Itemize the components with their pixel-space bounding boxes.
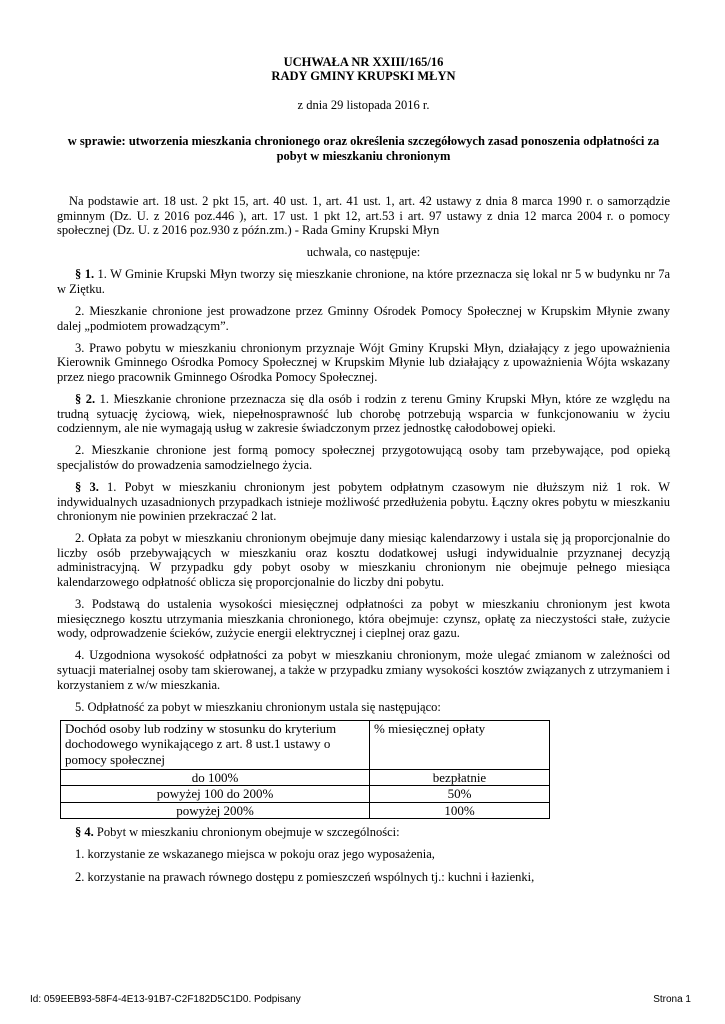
paragraph-text: 1. Mieszkanie chronione przeznacza się dla osób i rodzin z terenu Gminy Krupski Młyn, które ze względu na trudną sytuację życiową, wiek, niepełnosprawność lub chorobę potrzebują wsparcia w funkcjonowaniu w życiu codziennym, ale nie wymagają usług w zakresie świadczonym przez jednostkę całodobowej opieki. — [57, 392, 670, 436]
fee-cell: bezpłatnie — [370, 769, 550, 786]
fee-table — [60, 720, 550, 820]
issuing-body: RADY GMINY KRUPSKI MŁYN — [271, 69, 456, 83]
section-3-para-1 — [57, 480, 670, 524]
document-title: UCHWAŁA NR XXIII/165/16 — [283, 55, 444, 69]
section-mark: § 2. — [75, 392, 96, 407]
section-3-para-5: 5. Odpłatność za pobyt w mieszkaniu chronionym ustala się następująco: — [75, 699, 441, 714]
section-mark: § 4. — [75, 825, 94, 840]
section-2-para-1 — [57, 392, 670, 436]
resolves-line: uchwala, co następuje: — [306, 245, 421, 260]
section-1-para-2: 2. Mieszkanie chronione jest prowadzone przez Gminny Ośrodek Pomocy Społecznej w Krupskim Młynie zwany dalej „podmiotem prowadzącym”. — [57, 304, 670, 333]
section-1-para-1 — [57, 267, 670, 296]
fee-cell: 50% — [370, 786, 550, 803]
paragraph-text: Pobyt w mieszkaniu chronionym obejmuje w szczególności: — [93, 825, 400, 840]
table-row — [61, 786, 550, 803]
preamble: Na podstawie art. 18 ust. 2 pkt 15, art. 40 ust. 1, art. 41 ust. 1, art. 42 ustawy z dnia 8 marca 1990 r. o samorządzie gminnym (Dz. U. z 2016 poz.446 ), art. 17 ust. 1 pkt 12, art.53 i art. 97 ustawy z dnia 12 marca 2004 r. o pomocy społecznej (Dz. U. z 2016 poz.930 z późn.zm.) - Rada Gminy Krupski Młyn — [57, 194, 670, 238]
table-row — [61, 769, 550, 786]
paragraph-text: 1. W Gminie Krupski Młyn tworzy się mieszkanie chronione, na które przeznacza się lokal nr 5 w budynku nr 7a w Ziętku. — [57, 267, 670, 296]
section-3-para-3: 3. Podstawą do ustalenia wysokości miesięcznej odpłatności za pobyt w mieszkaniu chronionym jest kwota miesięcznego kosztu utrzymania mieszkania chronionego, która obejmuje: czynsz, opłatę za nieczystości stałe, zużycie wody, odprowadzenie ścieków, zużycie energii elektrycznej i cieplnej oraz gazu. — [57, 597, 670, 641]
document-date: z dnia 29 listopada 2016 r. — [297, 98, 430, 112]
section-3-para-2: 2. Opłata za pobyt w mieszkaniu chronionym obejmuje dany miesiąc kalendarzowy i ustala się ją proporcjonalnie do liczby osób przebywających w mieszkaniu oraz kosztu dodatkowej usługi indywidualnie przyznanej decyzją administracyjną. W przypadku gdy pobyt osoby w mieszkaniu chronionym nie obejmuje pełnego miesiąca kalendarzowego odpłatność oblicza się proporcjonalnie do liczby dni pobytu. — [57, 531, 670, 590]
section-4-para-3: 2. korzystanie na prawach równego dostępu z pomieszczeń wspólnych tj.: kuchni i łazienki, — [75, 869, 535, 884]
paragraph-text: 1. Pobyt w mieszkaniu chronionym jest pobytem odpłatnym czasowym nie dłuższym niż 1 rok. W indywidualnych uzasadnionych przypadkach istnieje możliwość przedłużenia pobytu. Łączny okres pobytu w mieszkaniu chronionym nie powinien przekraczać 2 lat. — [57, 480, 670, 524]
document-id-footer: Id: 059EEB93-58F4-4E13-91B7-C2F182D5C1D0. Podpisany — [30, 994, 301, 1005]
header-fee: % miesięcznej opłaty — [370, 720, 550, 769]
section-3-para-4: 4. Uzgodniona wysokość odpłatności za pobyt w mieszkaniu chronionym, może ulegać zmianom w zależności od sytuacji materialnej osoby tam skierowanej, a także w przypadku zmiany wysokości kosztów związanych z utrzymaniem i korzystaniem z w/w mieszkania. — [57, 648, 670, 692]
section-4-para-1 — [57, 825, 670, 840]
fee-cell: 100% — [370, 802, 550, 819]
document-subject: w sprawie: utworzenia mieszkania chronionego oraz określenia szczegółowych zasad ponoszenia odpłatności za pobyt w mieszkaniu chronionym — [67, 134, 660, 163]
income-cell: powyżej 200% — [61, 802, 370, 819]
section-2-para-2: 2. Mieszkanie chronione jest formą pomocy społecznej przygotowującą osoby tam przebywające, pod opieką specjalistów do prowadzenia samodzielnego życia. — [57, 443, 670, 472]
document-body — [57, 194, 670, 892]
section-1-para-3: 3. Prawo pobytu w mieszkaniu chronionym przyznaje Wójt Gminy Krupski Młyn, działający z jego upoważnienia Kierownik Gminnego Ośrodka Pomocy Społecznej w Krupskim Młynie lub działający z upoważnienia Wójta wskazany przez niego pracownik Gminnego Ośrodka Pomocy Społecznej. — [57, 340, 670, 384]
page-number: Strona 1 — [653, 994, 691, 1005]
header-income: Dochód osoby lub rodziny w stosunku do kryterium dochodowego wynikającego z art. 8 ust.1 ustawy o pomocy społecznej — [61, 720, 370, 769]
table-header-row — [61, 720, 550, 769]
section-4-para-2: 1. korzystanie ze wskazanego miejsca w pokoju oraz jego wyposażenia, — [75, 847, 435, 862]
section-mark: § 1. — [75, 267, 95, 282]
section-mark: § 3. — [75, 480, 99, 494]
income-cell: do 100% — [61, 769, 370, 786]
table-row — [61, 802, 550, 819]
income-cell: powyżej 100 do 200% — [61, 786, 370, 803]
